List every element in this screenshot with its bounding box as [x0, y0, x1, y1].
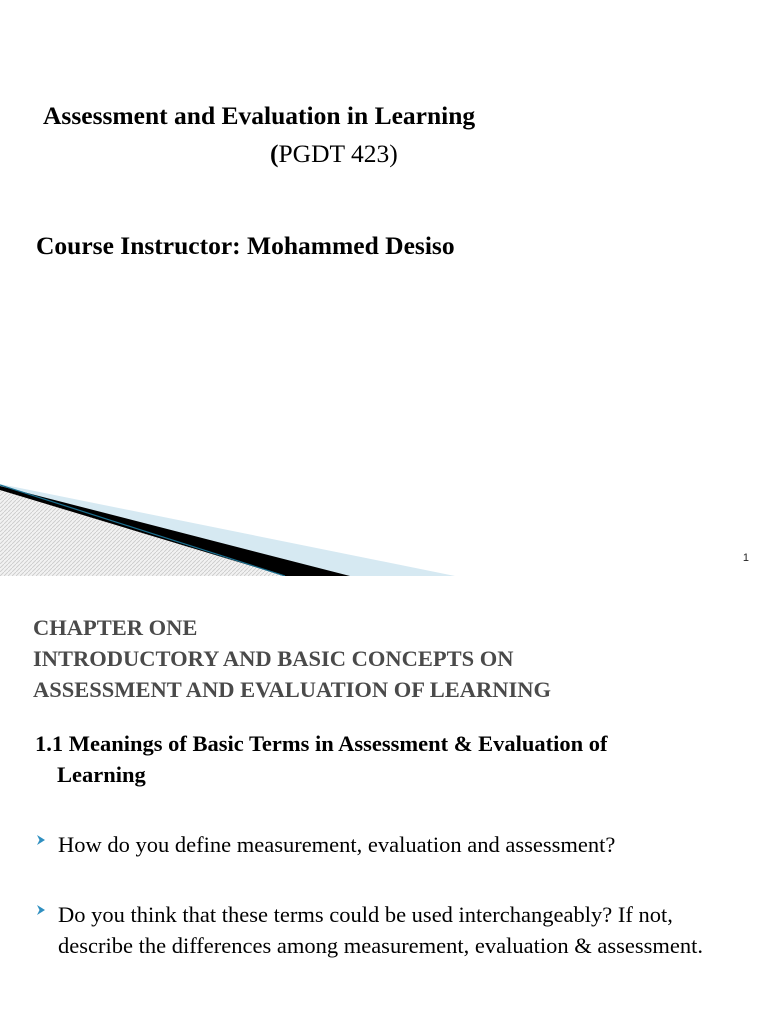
slide-2 — [0, 576, 768, 1024]
arrow-bullet-icon — [34, 903, 48, 917]
section-heading-line-1: 1.1 Meanings of Basic Terms in Assessment & Evaluation of — [35, 731, 608, 756]
section-heading-line-2: Learning — [57, 762, 146, 787]
slide-title: Assessment and Evaluation in Learning — [43, 101, 476, 130]
chapter-title-line-2: ASSESSMENT AND EVALUATION OF LEARNING — [33, 677, 552, 702]
page-number: 1 — [742, 552, 749, 564]
bullet-item — [34, 899, 724, 961]
arrow-bullet-icon — [34, 833, 48, 847]
bullet-item — [34, 829, 724, 860]
chapter-heading — [33, 612, 551, 705]
course-code — [270, 139, 398, 169]
chapter-label: CHAPTER ONE — [33, 615, 198, 640]
chapter-title-line-1: INTRODUCTORY AND BASIC CONCEPTS ON — [33, 646, 514, 671]
bullet-text: Do you think that these terms could be used interchangeably? If not, describe the differences among measurement, evaluation & assessment. — [58, 902, 703, 958]
bullet-text: How do you define measurement, evaluation and assessment? — [58, 832, 616, 857]
course-code-text: PGDT 423) — [278, 139, 398, 168]
decorative-stripe-graphic — [0, 476, 460, 576]
course-instructor: Course Instructor: Mohammed Desiso — [36, 231, 455, 260]
course-code-open-paren: ( — [270, 139, 279, 168]
section-heading — [35, 728, 735, 790]
